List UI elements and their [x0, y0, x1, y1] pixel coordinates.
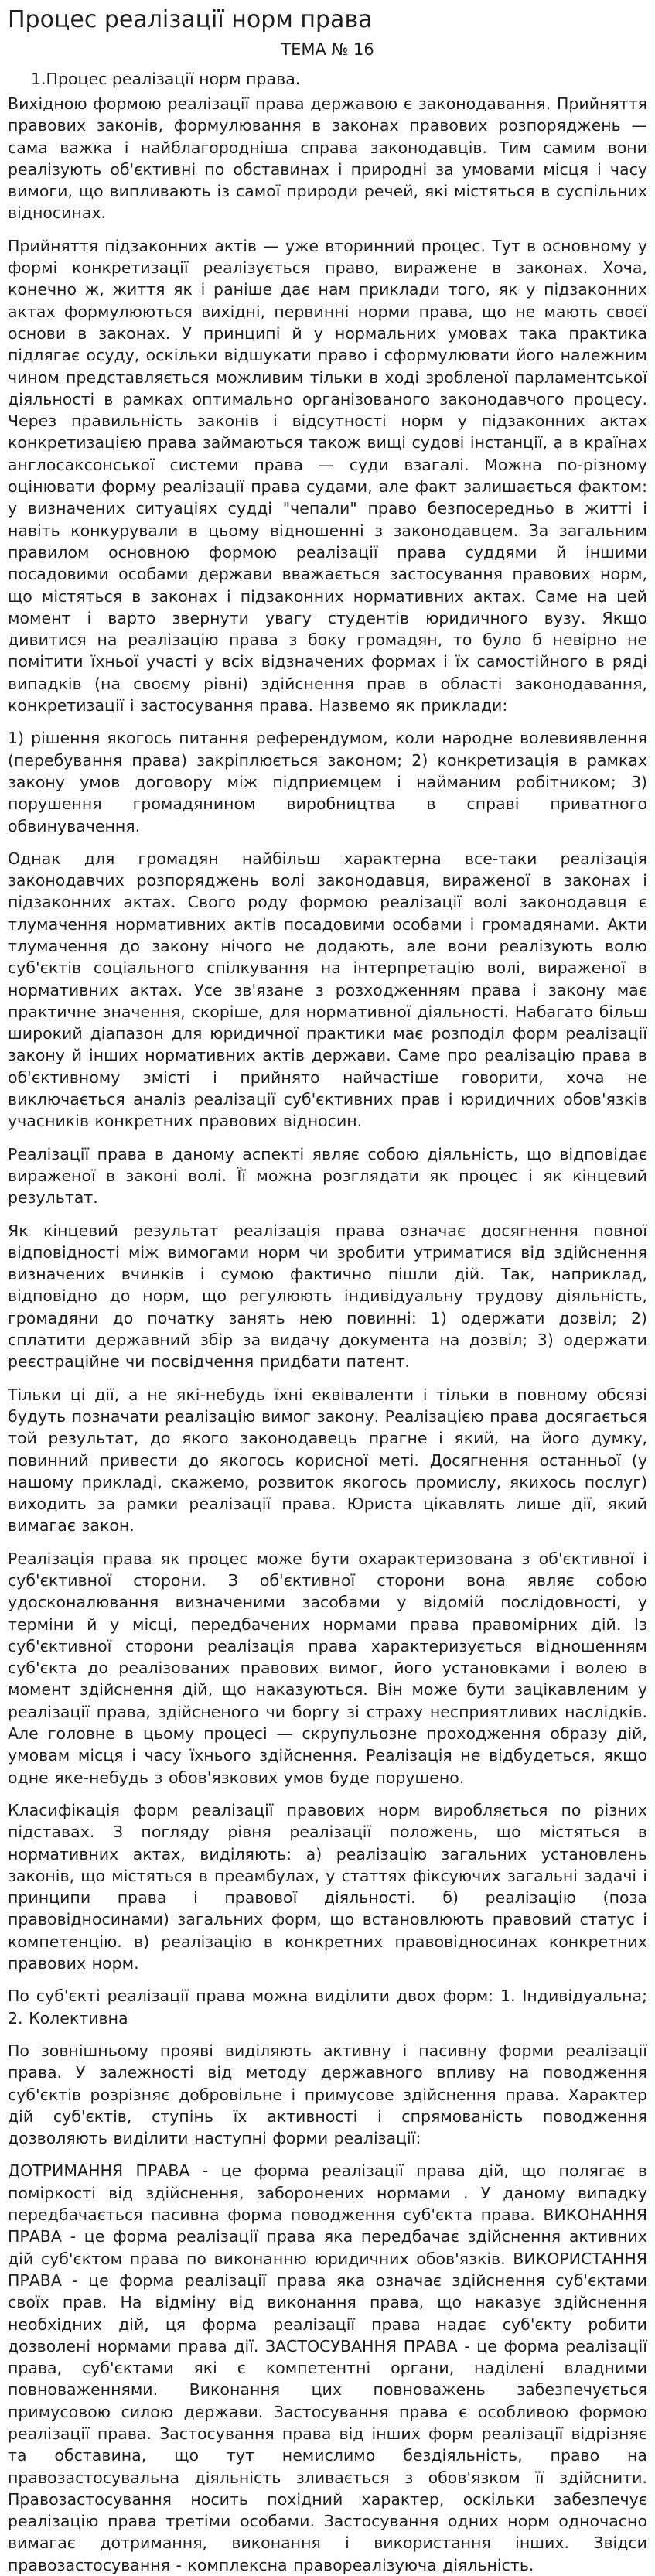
paragraph: Прийняття підзаконних актів — уже вторинний процес. Тут в основному у формі конкретизації реалізується право, виражене в законах. Хоча, конечно ж, життя як і раніше дає нам приклади того, як у підзаконних актах формулюються вихідні, первинні норми права, що не мають своєї основи в законах. У принципі й у нормальних умовах така практика підлягає осуду, оскільки відшукати право і сформулювати його належним чином представляється можливим тільки в ході зробленої парламентської діяльності в рамках оптимально організованого законодавчого процесу. Через правильність законів і відсутності норм у підзаконних актах конкретизацією права займаються також вищі судові інстанції, а в країнах англосаксонської системи права — суди взагалі. Можна по-різному оцінювати форму реалізації права судами, але факт залишається фактом: у визначених ситуаціях судді "чепали" право безпосередньо в житті і навіть конкурували в цьому відношенні з законодавцем. За загальним правилом основною формою реалізації права суддями й іншими посадовими особами держави вважається застосування правових норм, що містяться в законах і підзаконних нормативних актах. Саме на цей момент і варто звернути увагу студентів юридичного вузу. Якщо дивитися на реалізацію права з боку громадян, то було б невірно не помітити їхньої участі у всіх відзначених формах і їх самостійного в ряді випадків (на своєму рівні) здійснення прав в області законодавання, конкретизації і застосування права. Назвемо як приклади:: [8, 236, 647, 716]
document-body: [8, 93, 647, 2576]
paragraph: Тільки ці дії, а не які-небудь їхні еквіваленти і тільки в повному обсязі будуть позначати реалізацію вимог закону. Реалізацією права досягається той результат, до якого законодавець прагне і який, на його думку, повинний привести до якогось корисної меті. Досягнення останньої (у нашому прикладі, скажемо, розвиток якогось промислу, якихось послуг) виходить за рамки реалізації права. Юриста цікавлять лише дії, який вимагає закон.: [8, 1385, 647, 1536]
section-heading: 1.Процес реалізації норм права.: [31, 70, 301, 88]
paragraph: По зовнішньому прояві виділяють активну і пасивну форми реалізації права. У залежності від методу державного впливу на поводження суб'єктів розрізняє добровільне і примусове здійснення права. Характер дій суб'єктів, ступінь їх активності і спрямованість поводження дозволяють виділити наступні форми реалізації:: [8, 2041, 647, 2148]
paragraph: 1) рішення якогось питання референдумом, коли народне волевиявлення (перебування права) закріплюється законом; 2) конкретизація в рамках закону умов договору між підприємцем і найманим робітником; 3) порушення громадянином виробництва в справі приватного обвинувачення.: [8, 729, 647, 835]
paragraph: Як кінцевий результат реалізація права означає досягнення повної відповідності між вимогами норм чи зробити утриматися від здійснення визначених вчинків і сумою фактично пішли дій. Так, наприклад, відповідно до норм, що регулюють індивідуальну трудову діяльність, громадяни до початку занять нею повинні: 1) одержати дозвіл; 2) сплатити державний збір за видачу документа на дозвіл; 3) одержати реєстраційне чи посвідчення придбати патент.: [8, 1221, 647, 1372]
paragraph: Вихідною формою реалізації права державою є законодавання. Прийняття правових законів, формулювання в законах правових розпоряджень — сама важка і найблагородніша справа законодавців. Тим самим вони реалізують об'єктивні по обставинах і природні за умовами місця і часу вимоги, що випливають із самої природи речей, які містяться в суспільних відносинах.: [8, 94, 647, 223]
paragraph: Однак для громадян найбільш характерна все-таки реалізація законодавчих розпоряджень волі законодавця, вираженої в законах і підзаконних актах. Свого роду формою реалізації волі законодавця є тлумачення нормативних актів посадовими особами і громадянами. Акти тлумачення до закону нічого не додають, але вони реалізують волю суб'єктів соціального спілкування на інтерпретацію волі, вираженої в нормативних актах. Усе зв'язане з розходженням права і закону має практичне значення, скоріше, для нормативної діяльності. Набагато більш широкий діапазон для юридичної практики має розподіл форм реалізації закону й інших нормативних актів держави. Саме про реалізацію права в об'єктивному змісті і прийнято найчастіше говорити, хоча не виключається аналіз реалізації суб'єктивних прав і юридичних обов'язків учасників конкретних правових відносин.: [8, 849, 647, 1131]
paragraph: Класифікація форм реалізації правових норм виробляється по різних підставах. З погляду рівня реалізації положень, що містяться в нормативних актах, виділяють: а) реалізацію загальних установлень законів, що містяться в преамбулах, у статтях фіксуючих загальні задачі і принципи права і правової діяльності. б) реалізацію (поза правовідносинами) загальних форм, що встановлюють правовий статус і компетенцію. в) реалізацію в конкретних правовідносинах конкретних правових норм.: [8, 1800, 647, 1973]
paragraph: Реалізація права як процес може бути охарактеризована з об'єктивної і суб'єктивної сторони. З об'єктивної сторони вона являє собою удосконалювання визначеними засобами у відомій послідовності, у терміни й у місці, передбачених нормами права правомірних дій. Із суб'єктивної сторони реалізація права характеризується відношенням суб'єкта до реалізованих правових вимог, його установками і волею в момент здійснення дій, що наказуються. Він може бути зацікавленим у реалізації права, здійсненого чи боргу зі страху несприятливих наслідків. Але головне в цьому процесі — скрупульозне проходження образу дій, умовам місця і часу їхнього здійснення. Реалізація не відбудеться, якщо одне яке-небудь з обов'язкових умов буде порушено.: [8, 1549, 647, 1787]
page-title: Процес реалізації норм права: [8, 6, 373, 33]
paragraph: Реалізації права в даному аспекті являє собою діяльність, що відповідає вираженої в законі волі. Її можна розглядати як процес і як кінцевий результат.: [8, 1144, 647, 1208]
paragraph: По суб'єкті реалізації права можна виділити двох форм: 1. Індивідуальна; 2. Колективна: [8, 1987, 647, 2028]
topic-number: ТЕМА № 16: [281, 40, 374, 59]
paragraph: ДОТРИМАННЯ ПРАВА - це форма реалізації права дій, що полягає в поміркості від здійснення, заборонених нормами . У даному випадку передбачається пасивна форма поводження суб'єкта права. ВИКОНАННЯ ПРАВА - це форма реалізації права яка передбачає здійснення активних дій суб'єктом права по виконанню юридичних обов'язків. ВИКОРИСТАННЯ ПРАВА - це форма реалізації права яка означає здійснення суб'єктами своїх прав. На відміну від виконання права, що наказує здійснення необхідних дій, ця форма реалізації права надає суб'єкту робити дозволені нормами права дії. ЗАСТОСУВАННЯ ПРАВА - це форма реалізації права, суб'єктами які є компетентні органи, наділені владними повноваженнями. Виконання цих повноважень забезпечується примусовою силою держави. Застосування права є особливою формою реалізації права. Застосування права від інших форм реалізації відрізняє та обставина, що тут немислимо бездіяльність, право на правозастосувальна діяльність зливається з обов'язком її здійснити. Правозастосування носить похідний характер, оскільки забезпечує реалізацію права третіми особами. Застосування одних норм одночасно вимагає дотримання, виконання і використання інших. Звідси правозастосування - комплексна правореалізуюча діяльність.: [8, 2161, 647, 2574]
